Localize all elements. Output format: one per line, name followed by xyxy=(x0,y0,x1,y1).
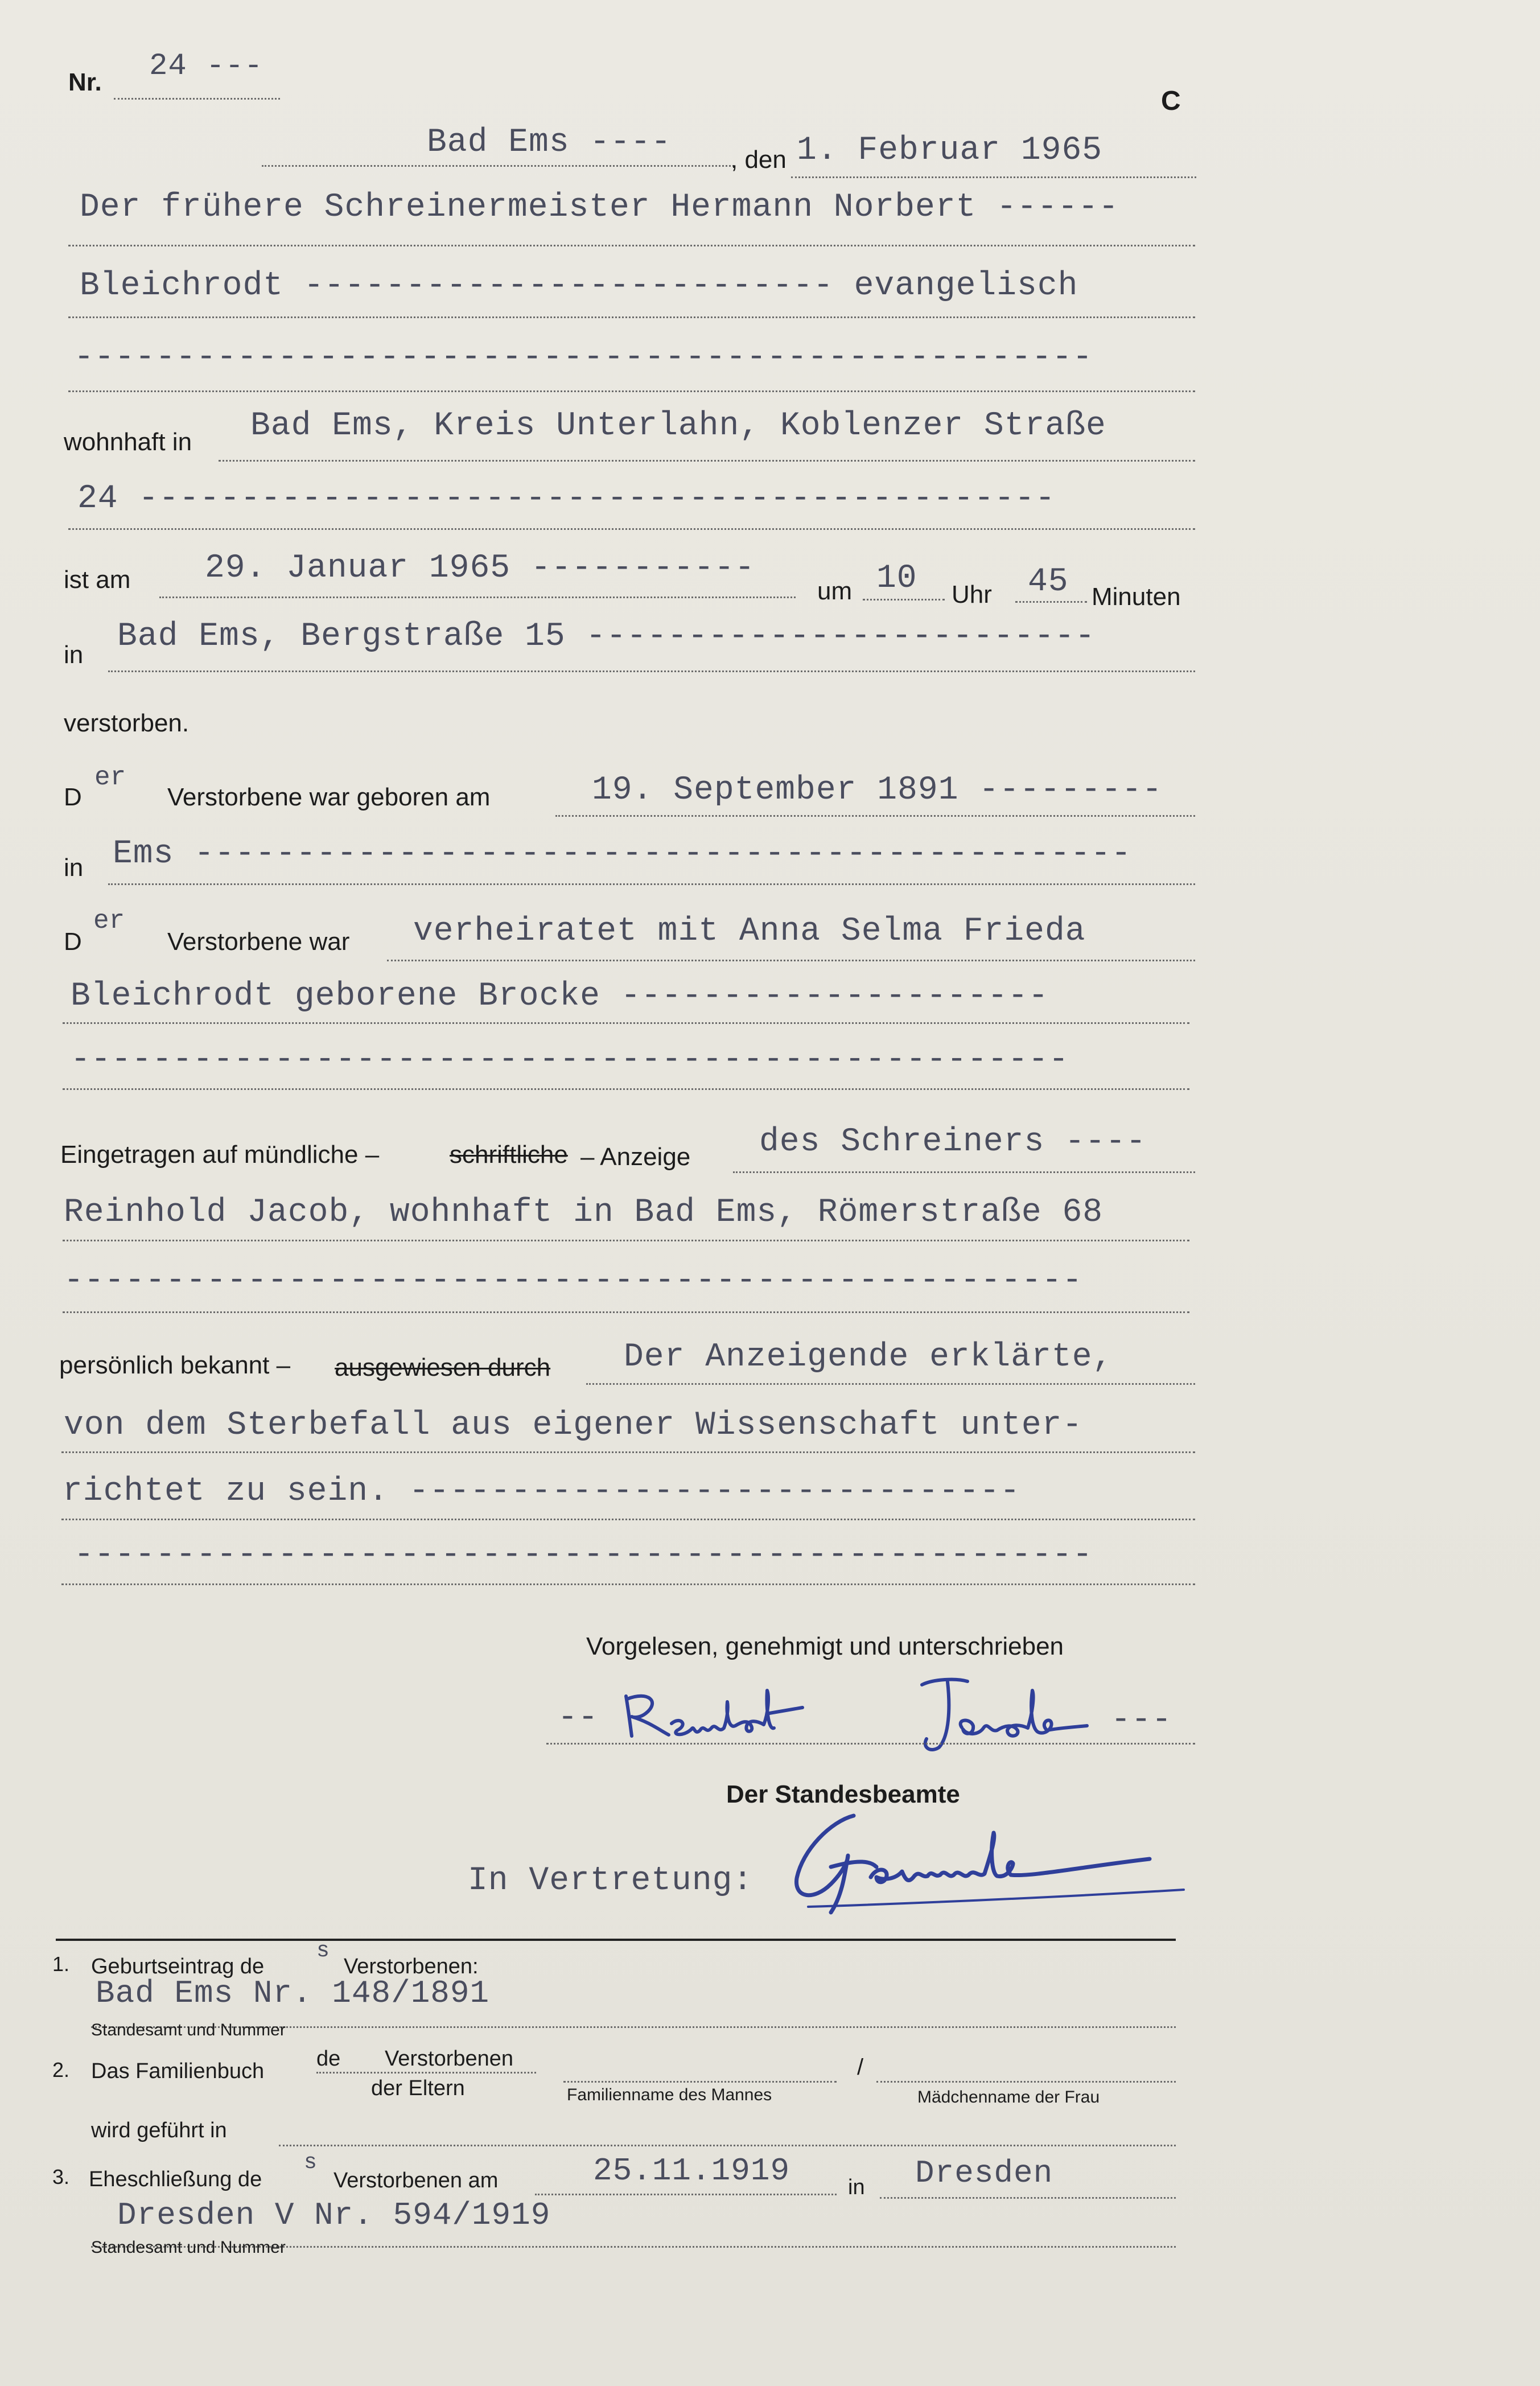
birth-label: Verstorbene war geboren am xyxy=(167,783,491,811)
item3-date-line xyxy=(535,2194,837,2195)
married-label: Verstorbene war xyxy=(167,928,350,956)
item3-sub: Standesamt und Nummer xyxy=(91,2238,286,2257)
registration-rule-3 xyxy=(63,1311,1189,1313)
married-d-suffix: er xyxy=(93,906,125,936)
identification-label-a: persönlich bekannt – xyxy=(59,1351,291,1379)
marital-rule-1 xyxy=(387,960,1195,961)
item2-wird-line xyxy=(279,2145,1176,2146)
item3-sup: s xyxy=(304,2150,317,2175)
person-rule-2 xyxy=(68,316,1195,318)
place-line xyxy=(262,165,734,167)
marital-rule-2 xyxy=(63,1022,1189,1024)
person-rule-3 xyxy=(68,390,1195,392)
birth-date-line xyxy=(555,815,1195,817)
date-line xyxy=(791,176,1196,178)
item1-label-b: Verstorbenen: xyxy=(344,1955,479,1978)
ist-am-label: ist am xyxy=(64,566,131,594)
item2-de: de xyxy=(316,2047,341,2071)
person-line-2: Bleichrodt -------------------------- evangelisch xyxy=(80,268,1078,305)
identification-rule-1 xyxy=(586,1383,1195,1385)
birth-place: Ems ---------------------------------------------- xyxy=(113,836,1132,873)
identification-line-2: von dem Sterbefall aus eigener Wissenschaft unter- xyxy=(64,1407,1083,1444)
document-place: Bad Ems ---- xyxy=(427,124,672,161)
identification-rule-3 xyxy=(61,1519,1195,1520)
registration-label-struck: schriftliche xyxy=(450,1141,568,1169)
person-line-1: Der frühere Schreinermeister Hermann Norbert ------ xyxy=(80,189,1119,226)
item2-label: Das Familienbuch xyxy=(91,2059,265,2083)
item3-place-line xyxy=(880,2197,1176,2199)
birth-d-label: D xyxy=(64,783,82,811)
marital-line-2: Bleichrodt geborene Brocke --------------------- xyxy=(71,978,1049,1015)
form-code: C xyxy=(1161,86,1181,116)
read-approved-text: Vorgelesen, genehmigt und unterschrieben xyxy=(586,1632,1064,1660)
item2-fam-frau: Mädchenname der Frau xyxy=(917,2088,1100,2107)
registration-line-2: Reinhold Jacob, wohnhaft in Bad Ems, Römerstraße 68 xyxy=(64,1194,1103,1231)
identification-rule-2 xyxy=(61,1451,1195,1453)
birth-d-suffix: er xyxy=(94,763,126,792)
death-hour: 10 xyxy=(876,560,917,597)
item1-value: Bad Ems Nr. 148/1891 xyxy=(96,1975,490,2011)
item3-in: in xyxy=(848,2175,865,2199)
residence-line-1: Bad Ems, Kreis Unterlahn, Koblenzer Straße xyxy=(250,408,1106,445)
identification-line-3: richtet zu sein. ------------------------------ xyxy=(63,1473,1020,1510)
death-minute: 45 xyxy=(1028,563,1069,600)
item1-sup: s xyxy=(316,1939,330,1963)
registrar-signature xyxy=(785,1804,1195,1918)
minute-line xyxy=(1015,601,1087,603)
item2-fam-mann-line xyxy=(563,2081,837,2083)
registration-line-3: -------------------------------------------------- xyxy=(64,1262,1083,1299)
item2-number: 2. xyxy=(52,2058,70,2081)
residence-rule-2 xyxy=(68,528,1195,530)
item3-place: Dresden xyxy=(915,2155,1053,2191)
nr-line xyxy=(114,98,280,100)
uhr-label: Uhr xyxy=(952,581,992,608)
item3-label-a: Eheschließung de xyxy=(89,2167,262,2191)
residence-rule-1 xyxy=(219,460,1195,462)
item3-value: Dresden V Nr. 594/1919 xyxy=(117,2197,551,2233)
residence-line-2: 24 --------------------------------------------- xyxy=(77,480,1056,517)
birth-in-label: in xyxy=(64,854,84,882)
birth-place-line xyxy=(108,883,1195,885)
item1-label-a: Geburtseintrag de xyxy=(91,1955,265,1978)
identification-line-4: -------------------------------------------------- xyxy=(74,1537,1093,1574)
informant-signature xyxy=(615,1673,1127,1759)
item2-slash: / xyxy=(857,2055,864,2080)
registration-rule-1 xyxy=(733,1171,1195,1173)
registration-rule-2 xyxy=(63,1240,1189,1241)
footer-divider xyxy=(56,1939,1176,1941)
document-date: 1. Februar 1965 xyxy=(797,132,1103,169)
death-place-line xyxy=(108,670,1195,672)
item1-number: 1. xyxy=(52,1952,70,1976)
registration-label-b: – Anzeige xyxy=(580,1143,691,1171)
item2-verstorbenen: Verstorbenen xyxy=(385,2047,514,2071)
hour-line xyxy=(863,599,945,600)
nr-value: 24 --- xyxy=(149,49,263,84)
informant-signature-line xyxy=(546,1743,1195,1745)
death-date: 29. Januar 1965 ----------- xyxy=(205,550,755,587)
item2-fam-frau-line xyxy=(876,2081,1176,2083)
death-date-line xyxy=(159,596,796,598)
birth-date: 19. September 1891 --------- xyxy=(592,772,1163,809)
item2-fam-mann: Familienname des Mannes xyxy=(567,2085,772,2104)
marital-line-3: ------------------------------------------------- xyxy=(71,1042,1069,1079)
residence-label: wohnhaft in xyxy=(64,428,192,456)
marital-line-1: verheiratet mit Anna Selma Frieda xyxy=(413,913,1086,950)
informant-dash-right: --- xyxy=(1111,1702,1172,1739)
identification-label-struck: ausgewiesen durch xyxy=(335,1354,551,1381)
identification-rule-4 xyxy=(61,1583,1195,1585)
item3-number: 3. xyxy=(52,2165,70,2188)
married-d-label: D xyxy=(64,928,82,956)
nr-label: Nr. xyxy=(68,68,102,96)
item2-eltern: der Eltern xyxy=(371,2076,465,2100)
item2-de-line xyxy=(316,2072,536,2074)
item2-wird: wird geführt in xyxy=(91,2118,227,2142)
identification-line-1: Der Anzeigende erklärte, xyxy=(624,1339,1113,1376)
registrar-title: Der Standesbeamte xyxy=(726,1780,960,1808)
person-line-3: -------------------------------------------------- xyxy=(74,339,1093,376)
item3-date: 25.11.1919 xyxy=(593,2153,790,2189)
person-rule-1 xyxy=(68,245,1195,246)
death-in-label: in xyxy=(64,641,84,669)
item1-sub: Standesamt und Nummer xyxy=(91,2021,286,2039)
marital-rule-3 xyxy=(63,1088,1189,1090)
um-label: um xyxy=(817,577,853,605)
in-vertretung-label: In Vertretung: xyxy=(468,1862,753,1899)
den-label: , den xyxy=(731,146,787,174)
informant-dash-left: -- xyxy=(558,1700,599,1737)
item3-label-b: Verstorbenen am xyxy=(333,2169,499,2192)
registration-line-1: des Schreiners ---- xyxy=(759,1124,1147,1161)
registration-label-a: Eingetragen auf mündliche – xyxy=(60,1141,380,1169)
verstorben-label: verstorben. xyxy=(64,709,190,737)
death-place: Bad Ems, Bergstraße 15 ------------------------- xyxy=(117,618,1096,655)
minuten-label: Minuten xyxy=(1092,583,1181,611)
